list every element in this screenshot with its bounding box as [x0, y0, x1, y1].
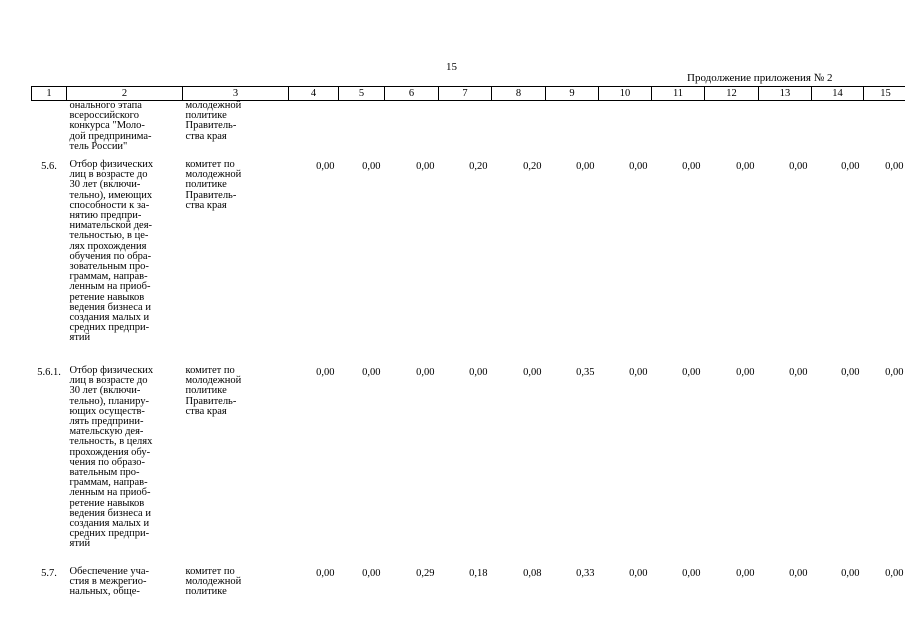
- value-cell: 0,33: [576, 568, 595, 579]
- value-cell: [599, 101, 652, 161]
- value-cell: 0,00: [362, 367, 381, 378]
- column-header: 4: [289, 87, 339, 101]
- row-description: онального этапа всероссийского конкурса "Моло- дой предпринима- тель России": [69, 100, 152, 152]
- value-cell: 0,00: [736, 367, 755, 378]
- value-cell: 0,35: [576, 367, 595, 378]
- value-cell: [492, 101, 546, 161]
- column-header: 11: [652, 87, 705, 101]
- value-cell: 0,00: [789, 568, 808, 579]
- value-cell: 0,00: [629, 568, 648, 579]
- value-cell: [339, 101, 385, 161]
- value-cell: 0,00: [736, 568, 755, 579]
- value-cell: 0,00: [523, 367, 542, 378]
- value-cell: 0,00: [682, 568, 701, 579]
- value-cell: [864, 101, 905, 161]
- page-number: 15: [446, 61, 457, 73]
- value-cell: 0,08: [523, 568, 542, 579]
- column-header: 7: [439, 87, 492, 101]
- column-header: 1: [32, 87, 67, 101]
- row-code: 5.6.1.: [37, 367, 61, 378]
- table-row: [32, 366, 905, 567]
- value-cell: [439, 101, 492, 161]
- value-cell: 0,00: [416, 367, 435, 378]
- value-cell: 0,00: [316, 568, 335, 579]
- table-row: [32, 160, 905, 366]
- value-cell: 0,00: [682, 161, 701, 172]
- column-header: 3: [183, 87, 289, 101]
- row-executor: комитет по молодежной политике: [185, 566, 242, 598]
- value-cell: [385, 101, 439, 161]
- value-cell: 0,00: [316, 367, 335, 378]
- value-cell: 0,00: [885, 161, 904, 172]
- row-executor: комитет по молодежной политике Правитель- ства края: [185, 159, 242, 211]
- value-cell: 0,20: [469, 161, 488, 172]
- value-cell: 0,00: [841, 161, 860, 172]
- value-cell: 0,18: [469, 568, 488, 579]
- value-cell: 0,20: [523, 161, 542, 172]
- row-code: 5.7.: [41, 568, 57, 579]
- column-header: 10: [599, 87, 652, 101]
- column-header: 6: [385, 87, 439, 101]
- value-cell: 0,00: [736, 161, 755, 172]
- row-code: [32, 101, 67, 161]
- column-header: 5: [339, 87, 385, 101]
- value-cell: 0,00: [362, 161, 381, 172]
- value-cell: 0,00: [841, 568, 860, 579]
- value-cell: [705, 101, 759, 161]
- row-executor: молодежной политике Правитель- ства края: [185, 100, 242, 142]
- value-cell: 0,00: [885, 367, 904, 378]
- value-cell: 0,00: [789, 161, 808, 172]
- value-cell: 0,00: [629, 161, 648, 172]
- row-description: Отбор физических лиц в возрасте до 30 лет (включи- тельно), планиру- ющих осуществ- лять предприни- мательскую дея- тельность, в целях прохождения обу- чения по образо- вательным про- граммам, направ- ленным на приоб- ретение навыков ведения бизнеса и создания малых и средних предпри- ятий: [69, 365, 154, 550]
- table-row: [32, 567, 905, 598]
- column-header: 9: [546, 87, 599, 101]
- row-description: Отбор физических лиц в возрасте до 30 лет (включи- тельно), имеющих способности к за- нятию предпри- нимательской дея- тельностью, в це- лях прохождения обучения по обра- зовательным про- граммам, направ- ленным на приоб- ретение навыков ведения бизнеса и создания малых и средних предпри- ятий: [69, 159, 154, 344]
- row-description: Обеспечение уча- стия в межрегио- нальных, обще-: [69, 566, 150, 598]
- column-header: 12: [705, 87, 759, 101]
- value-cell: [812, 101, 864, 161]
- value-cell: 0,00: [629, 367, 648, 378]
- value-cell: [546, 101, 599, 161]
- value-cell: 0,00: [469, 367, 488, 378]
- column-header: 13: [759, 87, 812, 101]
- row-code: 5.6.: [41, 161, 57, 172]
- row-executor: комитет по молодежной политике Правитель- ства края: [185, 365, 242, 417]
- column-number-header-row: [32, 87, 905, 101]
- value-cell: 0,00: [576, 161, 595, 172]
- table-row: [32, 101, 905, 161]
- value-cell: [289, 101, 339, 161]
- column-header: 14: [812, 87, 864, 101]
- column-header: 15: [864, 87, 905, 101]
- value-cell: 0,00: [682, 367, 701, 378]
- value-cell: 0,00: [362, 568, 381, 579]
- value-cell: 0,29: [416, 568, 435, 579]
- value-cell: 0,00: [416, 161, 435, 172]
- continuation-label: Продолжение приложения № 2: [687, 72, 833, 84]
- value-cell: 0,00: [841, 367, 860, 378]
- appendix-table: [31, 86, 905, 598]
- column-header: 8: [492, 87, 546, 101]
- value-cell: [759, 101, 812, 161]
- value-cell: 0,00: [789, 367, 808, 378]
- value-cell: 0,00: [885, 568, 904, 579]
- column-header: 2: [67, 87, 183, 101]
- value-cell: [652, 101, 705, 161]
- value-cell: 0,00: [316, 161, 335, 172]
